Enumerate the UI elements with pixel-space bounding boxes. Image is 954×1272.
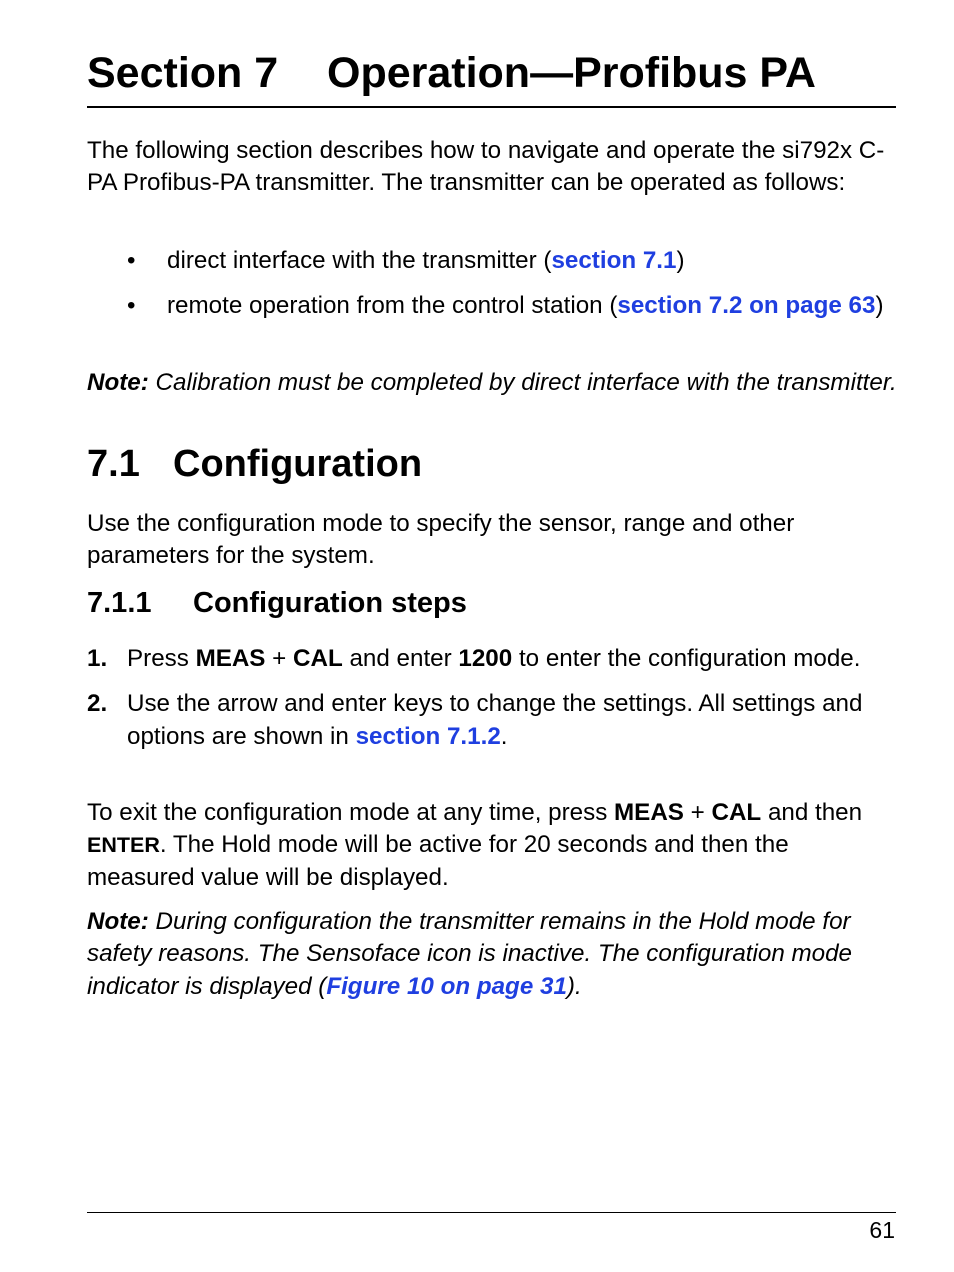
section-7-1-2-link[interactable]: section 7.1.2 bbox=[355, 722, 501, 750]
note-suffix: ). bbox=[566, 972, 582, 1000]
configuration-title: Configuration bbox=[173, 443, 423, 485]
list-item bbox=[87, 290, 897, 322]
page-number: 61 bbox=[869, 1217, 895, 1243]
step-text: Press bbox=[127, 645, 196, 672]
code-value: 1200 bbox=[458, 645, 513, 672]
step-text: and enter bbox=[342, 645, 459, 672]
note-text: During configuration the transmitter remains in the Hold mode for safety reasons. The Sensoface icon is inactive. The configuration mode indicator is displayed ( bbox=[87, 908, 853, 1000]
step-text: to enter the configuration mode. bbox=[512, 645, 861, 672]
configuration-heading bbox=[87, 440, 422, 488]
list-item-text: remote operation from the control station ( bbox=[167, 292, 618, 320]
meas-key: MEAS bbox=[614, 799, 684, 826]
section-7-2-link[interactable]: section 7.2 on page 63 bbox=[617, 292, 876, 320]
section-number: Section 7 bbox=[87, 49, 279, 97]
section-heading bbox=[87, 46, 896, 108]
configuration-steps-heading bbox=[87, 584, 467, 622]
list-item-text: direct interface with the transmitter ( bbox=[167, 247, 552, 274]
list-item-suffix: ) bbox=[676, 247, 685, 274]
intro-paragraph: The following section describes how to navigate and operate the si792x C-PA Profibus-PA transmitter. The transmitter can be operated as follows: bbox=[87, 137, 885, 197]
configuration-steps-list bbox=[87, 643, 897, 766]
list-item bbox=[87, 643, 897, 675]
exit-text: + bbox=[683, 799, 712, 826]
step-number: 1. bbox=[87, 645, 108, 672]
meas-key: MEAS bbox=[195, 645, 266, 672]
bullet-icon: • bbox=[127, 292, 136, 320]
exit-configuration-paragraph bbox=[87, 797, 897, 894]
configuration-intro: Use the configuration mode to specify the sensor, range and other parameters for the system. bbox=[87, 510, 795, 570]
section-7-1-link[interactable]: section 7.1 bbox=[551, 247, 677, 274]
figure-10-link[interactable]: Figure 10 on page 31 bbox=[326, 972, 567, 1000]
list-item bbox=[87, 245, 897, 277]
exit-text: . The Hold mode will be active for 20 seconds and then the measured value will be displayed. bbox=[87, 831, 789, 891]
list-item bbox=[87, 688, 897, 753]
hold-mode-note bbox=[87, 906, 897, 1003]
cal-key: CAL bbox=[711, 799, 762, 826]
section-title: Operation—Profibus PA bbox=[327, 49, 816, 97]
footer-divider bbox=[87, 1212, 896, 1213]
exit-text: and then bbox=[761, 799, 863, 826]
operation-modes-list bbox=[87, 245, 897, 336]
note-text: Calibration must be completed by direct interface with the transmitter. bbox=[148, 369, 897, 396]
step-number: 2. bbox=[87, 690, 108, 718]
steps-number: 7.1.1 bbox=[87, 587, 152, 619]
step-suffix: . bbox=[500, 722, 508, 750]
calibration-note bbox=[87, 367, 897, 399]
note-label: Note: bbox=[87, 908, 149, 935]
step-text: Use the arrow and enter keys to change the settings. All settings and options are shown in bbox=[127, 690, 863, 750]
steps-title: Configuration steps bbox=[193, 587, 467, 619]
note-label: Note: bbox=[87, 369, 149, 396]
list-item-suffix: ) bbox=[875, 292, 884, 320]
exit-text: To exit the configuration mode at any time, press bbox=[87, 799, 615, 826]
configuration-number: 7.1 bbox=[87, 443, 140, 485]
step-text: + bbox=[265, 645, 294, 672]
cal-key: CAL bbox=[293, 645, 343, 672]
enter-key: ENTER bbox=[87, 833, 160, 858]
bullet-icon: • bbox=[127, 247, 136, 274]
